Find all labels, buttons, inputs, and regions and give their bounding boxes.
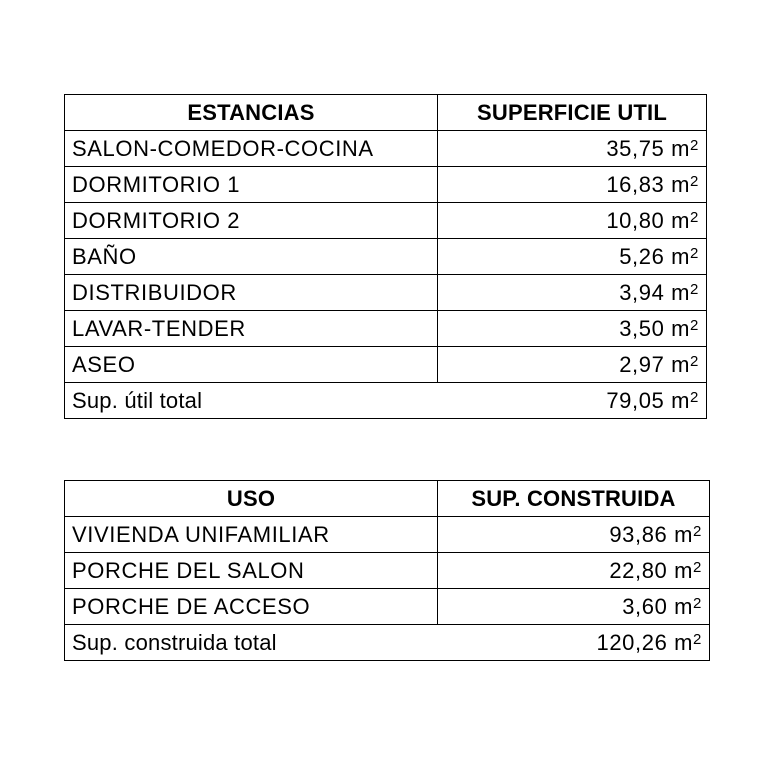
use-name: PORCHE DE ACCESO — [65, 589, 438, 625]
use-area: 22,80 $m^2$ — [438, 553, 710, 589]
total-cell — [65, 625, 710, 661]
table-row — [65, 239, 707, 275]
total-row — [65, 383, 707, 419]
total-label: Sup. construida total — [72, 629, 277, 655]
table-row — [65, 167, 707, 203]
table-row — [65, 553, 710, 589]
use-name: PORCHE DEL SALON — [65, 553, 438, 589]
table-row — [65, 589, 710, 625]
table-header-row — [65, 481, 710, 517]
room-area: 2,97 $m^2$ — [438, 347, 707, 383]
room-area: 3,50 $m^2$ — [438, 311, 707, 347]
total-row — [65, 625, 710, 661]
total-label: Sup. útil total — [72, 387, 203, 413]
room-area: 5,26 $m^2$ — [438, 239, 707, 275]
table-row — [65, 311, 707, 347]
total-cell — [65, 383, 707, 419]
room-name: BAÑO — [65, 239, 438, 275]
use-area: 3,60 $m^2$ — [438, 589, 710, 625]
table-row — [65, 275, 707, 311]
use-name: VIVIENDA UNIFAMILIAR — [65, 517, 438, 553]
room-name: DORMITORIO 2 — [65, 203, 438, 239]
header-sup-construida: SUP. CONSTRUIDA — [438, 481, 710, 517]
table-row — [65, 203, 707, 239]
table-header-row — [65, 95, 707, 131]
room-name: SALON-COMEDOR-COCINA — [65, 131, 438, 167]
superficie-construida-table — [64, 480, 710, 661]
header-uso: USO — [65, 481, 438, 517]
room-name: LAVAR-TENDER — [65, 311, 438, 347]
room-name: DISTRIBUIDOR — [65, 275, 438, 311]
room-area: 10,80 $m^2$ — [438, 203, 707, 239]
room-area: 16,83 $m^2$ — [438, 167, 707, 203]
total-area: 120,26 $m^2$ — [596, 630, 702, 655]
superficie-util-table — [64, 94, 707, 419]
room-name: ASEO — [65, 347, 438, 383]
use-area: 93,86 $m^2$ — [438, 517, 710, 553]
room-name: DORMITORIO 1 — [65, 167, 438, 203]
table-row — [65, 347, 707, 383]
room-area: 3,94 $m^2$ — [438, 275, 707, 311]
table-row — [65, 131, 707, 167]
table-row — [65, 517, 710, 553]
room-area: 35,75 $m^2$ — [438, 131, 707, 167]
header-superficie-util: SUPERFICIE UTIL — [438, 95, 707, 131]
total-area: 79,05 $m^2$ — [606, 388, 699, 413]
header-estancias: ESTANCIAS — [65, 95, 438, 131]
